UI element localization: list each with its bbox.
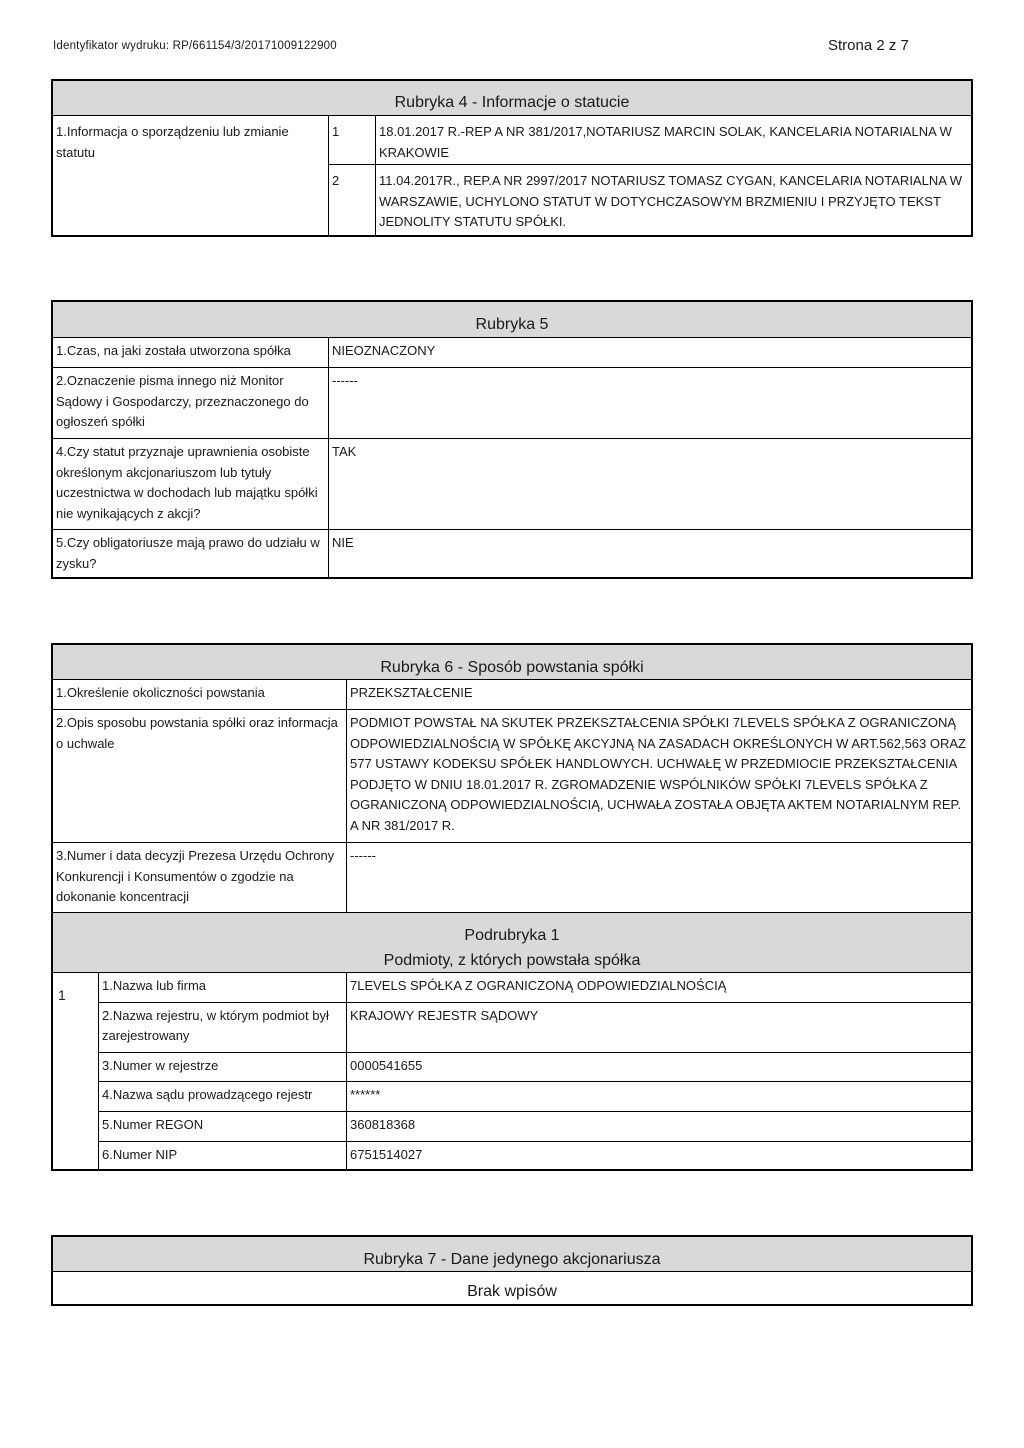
section-rubryka-7 (51, 1235, 973, 1306)
row-value: ------ (350, 848, 376, 863)
row-value: ****** (350, 1087, 381, 1103)
row-value: KRAJOWY REJESTR SĄDOWY (350, 1007, 539, 1023)
row-label: 1.Nazwa lub firma (99, 973, 347, 1002)
row-value: TAK (332, 444, 357, 459)
subsection-title-line2: Podmioty, z których powstała spółka (383, 952, 641, 969)
entry-text: 18.01.2017 R.-REP A NR 381/2017,NOTARIUSZ MARCIN SOLAK, KANCELARIA NOTARIALNA W KRAKOWIE (379, 124, 952, 160)
table-row (53, 709, 971, 842)
row-value: 6751514027 (350, 1147, 423, 1163)
row-label: 5.Numer REGON (99, 1112, 347, 1142)
row-value: 360818368 (350, 1116, 416, 1132)
row-label: 2.Opis sposobu powstania spółki oraz informacja o uchwale (53, 710, 347, 842)
row-label: 1.Czas, na jaki została utworzona spółka (53, 338, 329, 367)
section-title: Rubryka 5 (53, 302, 971, 338)
row-label: 1.Określenie okoliczności powstania (53, 680, 347, 709)
table-row (99, 1082, 971, 1112)
table-row (99, 1003, 971, 1053)
page-number: Strona 2 z 7 (828, 37, 909, 54)
entry-number: 2 (329, 165, 376, 236)
print-identifier: Identyfikator wydruku: RP/661154/3/20171009122900 (53, 40, 337, 52)
row-label: 3.Numer w rejestrze (99, 1053, 347, 1082)
row-label: 4.Czy statut przyznaje uprawnienia osobiste określonym akcjonariuszom lub tytuły uczestnictwa w dochodach lub majątku spółki nie wynikających z akcji? (53, 439, 329, 529)
row-value: 0000541655 (350, 1057, 423, 1073)
table-row (53, 438, 971, 529)
entity-number: 1 (53, 973, 99, 1169)
row-value: 7LEVELS SPÓŁKA Z OGRANICZONĄ ODPOWIEDZIALNOŚCIĄ (350, 978, 727, 993)
row-label: 2.Oznaczenie pisma innego niż Monitor Sądowy i Gospodarczy, przeznaczonego do ogłoszeń spółki (53, 368, 329, 438)
section-title: Rubryka 4 - Informacje o statucie (53, 81, 971, 116)
entry-number: 1 (329, 116, 376, 164)
table-row (53, 338, 971, 367)
section-rubryka-5 (51, 300, 973, 579)
table-row (53, 680, 971, 709)
row-value: PODMIOT POWSTAŁ NA SKUTEK PRZEKSZTAŁCENIA SPÓŁKI 7LEVELS SPÓŁKA Z OGRANICZONĄ ODPOWIEDZIALNOŚCIĄ W SPÓŁKĘ AKCYJNĄ NA ZASADACH OKREŚLONYCH W ART.562,563 ORAZ 577 USTAWY KODEKSU SPÓŁEK HANDLOWYCH. UCHWAŁĘ W PRZEDMIOCIE PRZEKSZTAŁCENIA PODJĘTO W DNIU 18.01.2017 R. ZGROMADZENIE WSPÓLNIKÓW SPÓŁKI 7LEVELS SPÓŁKA Z OGRANICZONĄ ODPOWIEDZIALNOŚCIĄ, UCHWAŁA ZOSTAŁA OBJĘTA AKTEM NOTARIALNYM REP. A NR 381/2017 R. (350, 715, 966, 833)
row-value: NIEOZNACZONY (332, 343, 436, 358)
table-row (53, 842, 971, 912)
section-rubryka-4 (51, 79, 973, 237)
table-row (99, 973, 971, 1003)
row-label: 4.Nazwa sądu prowadzącego rejestr (99, 1082, 347, 1111)
section-title: Rubryka 6 - Sposób powstania spółki (53, 645, 971, 680)
row-label: 3.Numer i data decyzji Prezesa Urzędu Ochrony Konkurencji i Konsumentów o zgodzie na dokonanie koncentracji (53, 843, 347, 912)
statute-label: 1.Informacja o sporządzeniu lub zmianie statutu (53, 116, 329, 235)
row-value: PRZEKSZTAŁCENIE (350, 685, 473, 700)
section-title: Rubryka 7 - Dane jedynego akcjonariusza (53, 1237, 971, 1272)
row-label: 6.Numer NIP (99, 1142, 347, 1169)
subsection-title (53, 912, 971, 973)
row-value: ------ (332, 373, 358, 388)
table-row (53, 367, 971, 438)
no-entries-text: Brak wpisów (467, 1283, 557, 1300)
row-value: NIE (332, 535, 354, 550)
table-row (53, 529, 971, 577)
table-row (99, 1112, 971, 1143)
entry-text: 11.04.2017R., REP.A NR 2997/2017 NOTARIUSZ TOMASZ CYGAN, KANCELARIA NOTARIALNA W WARSZAWIE, UCHYLONO STATUT W DOTYCHCZASOWYM BRZMIENIU I PRZYJĘTO TEKST JEDNOLITY STATUTU SPÓŁKI. (379, 173, 963, 229)
table-row (99, 1142, 971, 1169)
table-row (99, 1053, 971, 1083)
row-label: 5.Czy obligatoriusze mają prawo do udziału w zysku? (53, 530, 329, 577)
section-rubryka-6 (51, 643, 973, 1171)
subsection-title-line1: Podrubryka 1 (464, 927, 560, 944)
row-label: 2.Nazwa rejestru, w którym podmiot był zarejestrowany (99, 1003, 347, 1052)
